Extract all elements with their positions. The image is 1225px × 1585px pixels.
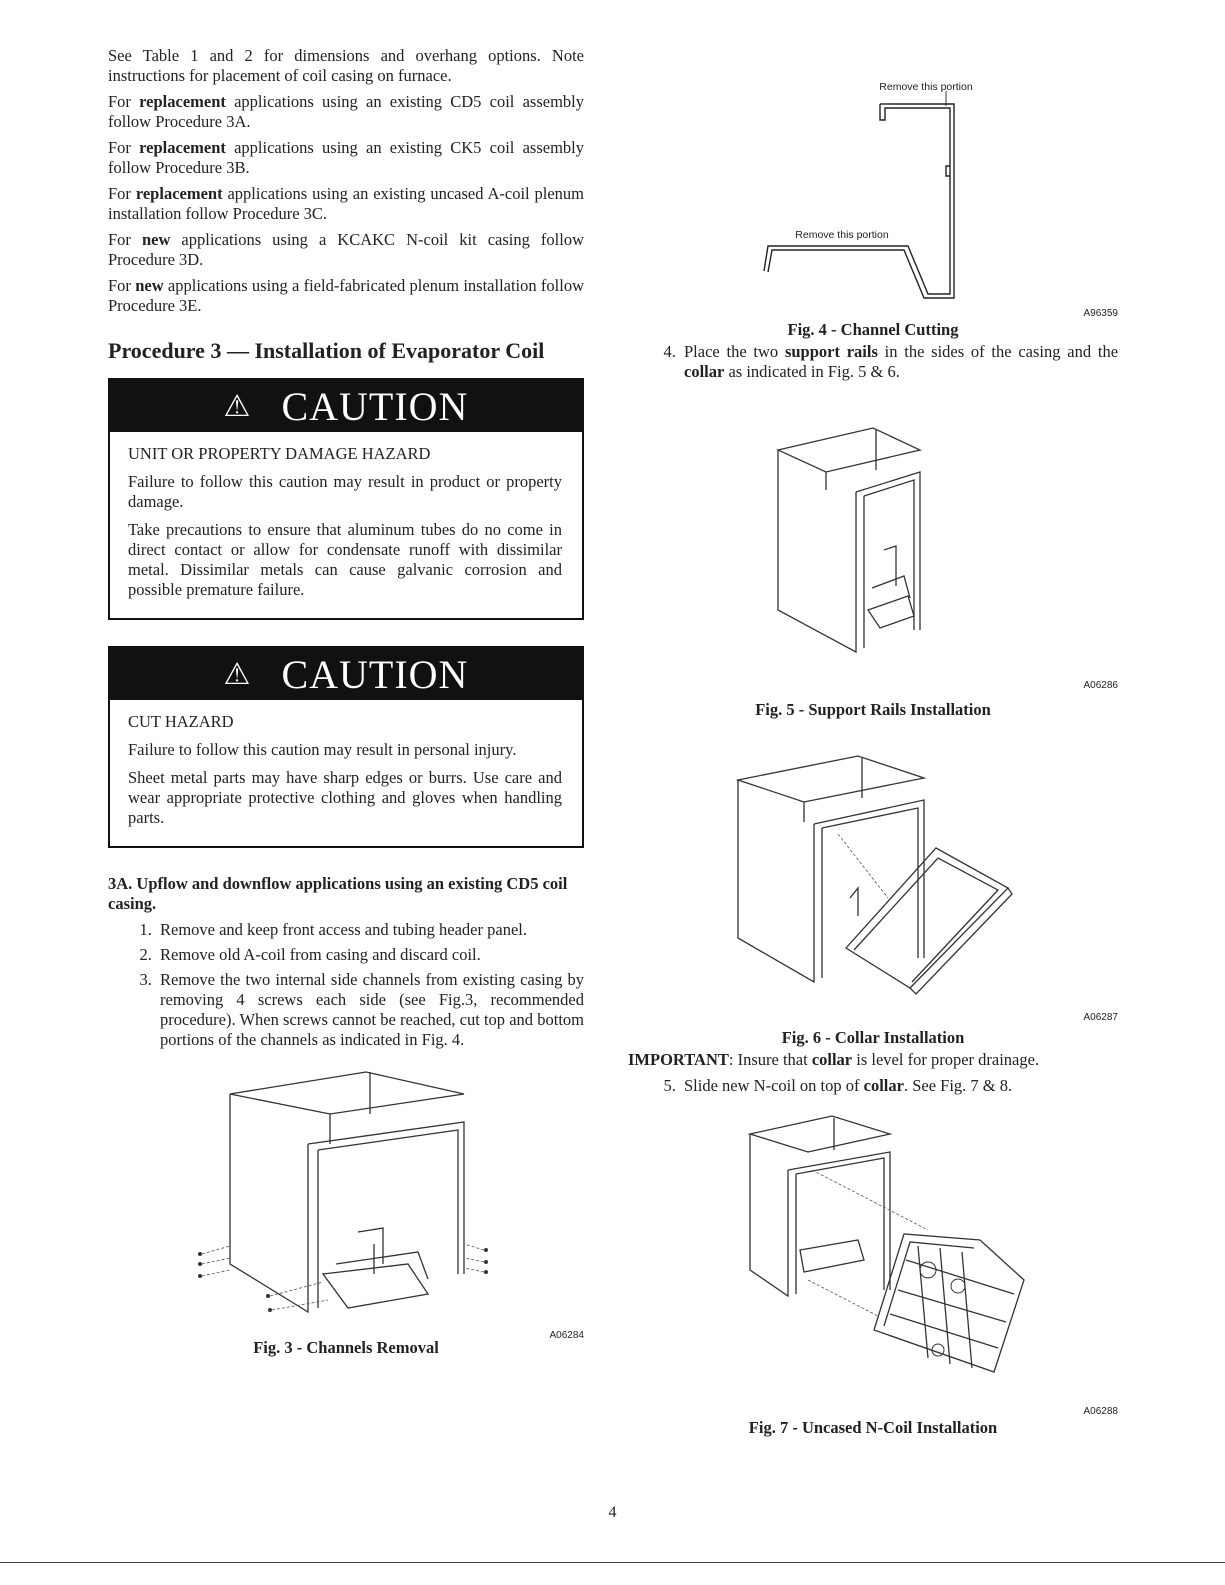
remove-label-top: Remove this portion <box>879 81 973 93</box>
caution-header: ⚠ CAUTION <box>110 380 582 432</box>
intro-paragraph-2: For replacement applications using an existing CD5 coil assembly follow Procedure 3A. <box>108 92 584 131</box>
figure-3 <box>108 1064 584 1357</box>
caution-box-property <box>108 378 584 620</box>
figure-6 <box>628 738 1118 1050</box>
uncased-n-coil-drawing <box>628 1110 1118 1380</box>
intro-paragraph-6: For new applications using a field-fabricated plenum installation follow Procedure 3E. <box>108 276 585 315</box>
collar-installation-drawing <box>628 738 1118 1028</box>
remove-label-bottom: Remove this portion <box>795 229 889 241</box>
section-3a-heading: 3A. Upflow and downflow applications using an existing CD5 coil casing. <box>108 874 568 913</box>
list-item: 1. Remove and keep front access and tubing header panel. <box>156 920 584 940</box>
caution-text: Failure to follow this caution may result in personal injury. <box>128 740 517 759</box>
bottom-rule <box>0 1562 1225 1563</box>
figure-code: A96359 <box>1083 308 1118 319</box>
caution-text: Failure to follow this caution may result in product or property damage. <box>128 472 562 511</box>
channel-cutting-drawing <box>628 46 1118 316</box>
step-list-5 <box>628 1076 1118 1096</box>
figure-caption: Fig. 6 - Collar Installation <box>781 1028 965 1047</box>
figure-7 <box>628 1110 1118 1437</box>
caution-text: Sheet metal parts may have sharp edges or burrs. Use care and wear appropriate protective clothing and gloves when handling parts. <box>128 768 562 827</box>
figure-4 <box>628 46 1118 342</box>
caution-box-cut <box>108 646 584 848</box>
figure-code: A06288 <box>1083 1406 1118 1417</box>
support-rails-drawing <box>628 400 1118 700</box>
figure-code: A06284 <box>549 1330 584 1341</box>
figure-caption: Fig. 4 - Channel Cutting <box>787 320 959 339</box>
caution-header: ⚠ CAUTION <box>110 648 582 700</box>
right-column <box>628 46 1119 1437</box>
caution-title: CUT HAZARD <box>128 712 234 731</box>
caution-text: Take precautions to ensure that aluminum tubes do no come in direct contact or allow for condensate runoff with dissimilar metal. Dissimilar metals can cause galvanic corrosion and possible premature failure. <box>128 520 562 599</box>
caution-title: UNIT OR PROPERTY DAMAGE HAZARD <box>128 444 431 463</box>
list-item: 5. Slide new N-coil on top of collar. See Fig. 7 & 8. <box>680 1076 1118 1096</box>
left-column <box>108 46 585 1357</box>
channels-removal-drawing <box>108 1064 584 1334</box>
figure-caption: Fig. 5 - Support Rails Installation <box>755 700 991 719</box>
warning-triangle-icon: ⚠ <box>223 658 252 691</box>
intro-paragraph-4: For replacement applications using an existing uncased A-coil plenum installation follow Procedure 3C. <box>108 184 585 223</box>
intro-paragraph-3: For replacement applications using an existing CK5 coil assembly follow Procedure 3B. <box>108 138 584 177</box>
step-list-4 <box>628 342 1118 382</box>
intro-paragraph-1: See Table 1 and 2 for dimensions and overhang options. Note instructions for placement of coil casing on furnace. <box>108 46 584 85</box>
page-number: 4 <box>608 1504 617 1521</box>
figure-5 <box>628 400 1118 720</box>
list-item: 4. Place the two support rails in the sides of the casing and the collar as indicated in Fig. 5 & 6. <box>680 342 1118 382</box>
list-item: 3. Remove the two internal side channels from existing casing by removing 4 screws each side (see Fig.3, recommended procedure). When screws cannot be reached, cut top and bottom portions of the channels as indicated in Fig. 4. <box>156 970 584 1050</box>
procedure-heading: Procedure 3 — Installation of Evaporator Coil <box>108 338 545 363</box>
intro-paragraph-5: For new applications using a KCAKC N-coil kit casing follow Procedure 3D. <box>108 230 584 269</box>
warning-triangle-icon: ⚠ <box>223 390 252 423</box>
figure-caption: Fig. 7 - Uncased N-Coil Installation <box>748 1418 998 1437</box>
section-3a-steps <box>108 920 584 1050</box>
figure-code: A06287 <box>1083 1012 1118 1023</box>
figure-caption: Fig. 3 - Channels Removal <box>253 1338 439 1357</box>
figure-code: A06286 <box>1083 680 1118 691</box>
list-item: 2. Remove old A-coil from casing and discard coil. <box>156 945 584 965</box>
important-note: IMPORTANT: Insure that collar is level for proper drainage. <box>628 1050 1040 1069</box>
